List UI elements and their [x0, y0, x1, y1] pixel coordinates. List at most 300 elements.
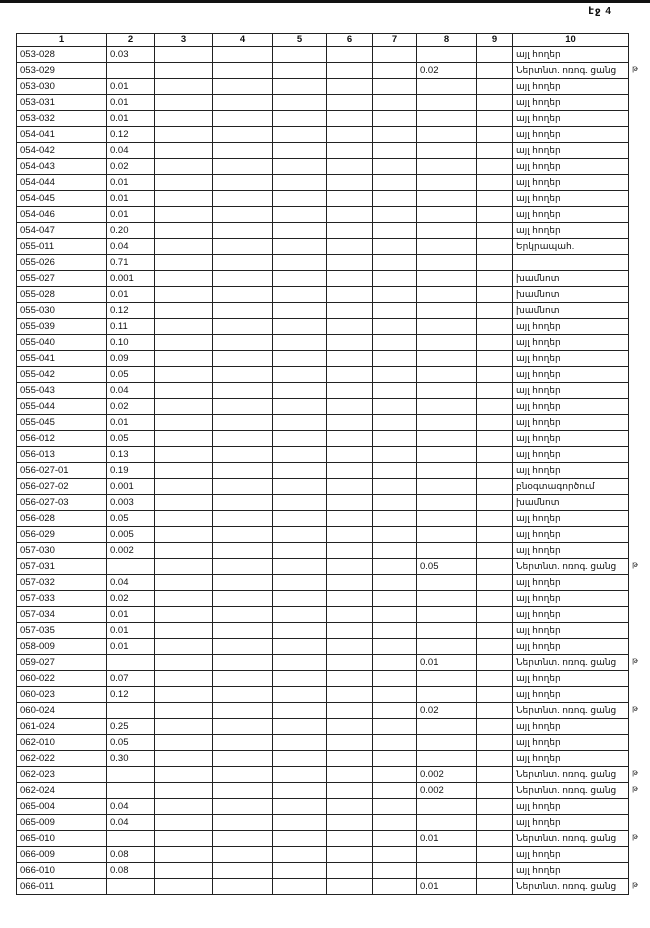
empty-cell — [327, 255, 373, 271]
table-row — [17, 335, 629, 351]
table-row — [17, 687, 629, 703]
empty-cell — [373, 639, 417, 655]
table-row — [17, 879, 629, 895]
empty-cell — [327, 751, 373, 767]
empty-cell — [477, 47, 513, 63]
table-row — [17, 639, 629, 655]
empty-cell — [213, 431, 273, 447]
empty-cell — [373, 447, 417, 463]
irrigation-area-value — [417, 335, 477, 351]
irrigation-area-value — [417, 383, 477, 399]
cadastral-code: 054-042 — [17, 143, 107, 159]
empty-cell — [155, 159, 213, 175]
irrigation-area-value — [417, 639, 477, 655]
cadastral-code: 055-027 — [17, 271, 107, 287]
empty-cell — [155, 671, 213, 687]
table-row — [17, 799, 629, 815]
cadastral-code: 055-030 — [17, 303, 107, 319]
empty-cell — [477, 767, 513, 783]
empty-cell — [155, 511, 213, 527]
empty-cell — [213, 815, 273, 831]
area-value: 0.12 — [107, 127, 155, 143]
empty-cell — [273, 831, 327, 847]
table-row — [17, 143, 629, 159]
header-row — [17, 34, 629, 47]
cadastral-code: 055-045 — [17, 415, 107, 431]
empty-cell — [213, 623, 273, 639]
empty-cell — [213, 447, 273, 463]
empty-cell — [373, 767, 417, 783]
empty-cell — [327, 575, 373, 591]
irrigation-area-value — [417, 591, 477, 607]
empty-cell — [213, 287, 273, 303]
empty-cell — [477, 191, 513, 207]
empty-cell — [477, 719, 513, 735]
irrigation-area-value — [417, 815, 477, 831]
empty-cell — [213, 271, 273, 287]
empty-cell — [327, 159, 373, 175]
empty-cell — [477, 159, 513, 175]
area-value: 0.001 — [107, 479, 155, 495]
empty-cell — [273, 431, 327, 447]
empty-cell — [477, 223, 513, 239]
empty-cell — [373, 271, 417, 287]
empty-cell — [327, 783, 373, 799]
irrigation-area-value — [417, 287, 477, 303]
empty-cell — [373, 191, 417, 207]
empty-cell — [155, 559, 213, 575]
empty-cell — [477, 127, 513, 143]
land-use-type: այլ հողեր — [513, 751, 629, 767]
area-value: 0.25 — [107, 719, 155, 735]
empty-cell — [327, 799, 373, 815]
empty-cell — [155, 383, 213, 399]
empty-cell — [213, 735, 273, 751]
empty-cell — [273, 559, 327, 575]
margin-note: թ — [632, 656, 638, 665]
cadastral-code: 058-009 — [17, 639, 107, 655]
cadastral-code: 055-026 — [17, 255, 107, 271]
empty-cell — [213, 463, 273, 479]
area-value: 0.04 — [107, 143, 155, 159]
irrigation-area-value — [417, 447, 477, 463]
table-row — [17, 95, 629, 111]
empty-cell — [213, 719, 273, 735]
empty-cell — [327, 287, 373, 303]
top-border-line — [0, 0, 650, 3]
table-row — [17, 527, 629, 543]
empty-cell — [373, 351, 417, 367]
empty-cell — [213, 415, 273, 431]
land-use-type: այլ հողեր — [513, 335, 629, 351]
empty-cell — [155, 255, 213, 271]
empty-cell — [373, 287, 417, 303]
table-row — [17, 543, 629, 559]
empty-cell — [155, 463, 213, 479]
area-value: 0.04 — [107, 383, 155, 399]
cadastral-code: 056-029 — [17, 527, 107, 543]
empty-cell — [373, 671, 417, 687]
empty-cell — [155, 63, 213, 79]
empty-cell — [327, 623, 373, 639]
irrigation-area-value: 0.002 — [417, 783, 477, 799]
cadastral-code: 054-047 — [17, 223, 107, 239]
empty-cell — [155, 207, 213, 223]
empty-cell — [327, 79, 373, 95]
cadastral-code: 061-024 — [17, 719, 107, 735]
table-row — [17, 623, 629, 639]
empty-cell — [213, 863, 273, 879]
cadastral-code: 056-012 — [17, 431, 107, 447]
empty-cell — [373, 303, 417, 319]
empty-cell — [477, 335, 513, 351]
cadastral-code: 054-046 — [17, 207, 107, 223]
cadastral-code: 057-034 — [17, 607, 107, 623]
land-use-type: այլ հողեր — [513, 735, 629, 751]
empty-cell — [327, 863, 373, 879]
empty-cell — [477, 655, 513, 671]
cadastral-code: 053-028 — [17, 47, 107, 63]
empty-cell — [327, 303, 373, 319]
area-value: 0.05 — [107, 511, 155, 527]
empty-cell — [213, 159, 273, 175]
area-value — [107, 831, 155, 847]
irrigation-area-value — [417, 863, 477, 879]
empty-cell — [155, 639, 213, 655]
column-header: 1 — [17, 34, 107, 47]
empty-cell — [373, 703, 417, 719]
area-value — [107, 63, 155, 79]
empty-cell — [373, 799, 417, 815]
empty-cell — [155, 863, 213, 879]
table-row — [17, 159, 629, 175]
empty-cell — [373, 591, 417, 607]
table-row — [17, 735, 629, 751]
irrigation-area-value — [417, 719, 477, 735]
empty-cell — [327, 495, 373, 511]
table-row — [17, 575, 629, 591]
area-value: 0.08 — [107, 863, 155, 879]
land-use-type: այլ հողեր — [513, 191, 629, 207]
irrigation-area-value — [417, 207, 477, 223]
empty-cell — [373, 783, 417, 799]
irrigation-area-value — [417, 367, 477, 383]
land-use-type: Ներտնտ. ոռոգ. ցանց — [513, 655, 629, 671]
empty-cell — [373, 95, 417, 111]
empty-cell — [213, 831, 273, 847]
empty-cell — [213, 47, 273, 63]
empty-cell — [213, 639, 273, 655]
table-row — [17, 831, 629, 847]
empty-cell — [273, 655, 327, 671]
irrigation-area-value — [417, 47, 477, 63]
empty-cell — [373, 367, 417, 383]
irrigation-area-value — [417, 127, 477, 143]
land-use-type: այլ հողեր — [513, 815, 629, 831]
empty-cell — [373, 335, 417, 351]
empty-cell — [213, 399, 273, 415]
empty-cell — [327, 367, 373, 383]
table-row — [17, 383, 629, 399]
cadastral-code: 056-027-02 — [17, 479, 107, 495]
empty-cell — [155, 719, 213, 735]
land-use-type: խամնոտ — [513, 303, 629, 319]
empty-cell — [477, 239, 513, 255]
empty-cell — [273, 607, 327, 623]
column-header: 8 — [417, 34, 477, 47]
land-use-type — [513, 255, 629, 271]
empty-cell — [327, 655, 373, 671]
empty-cell — [373, 687, 417, 703]
empty-cell — [373, 159, 417, 175]
empty-cell — [477, 63, 513, 79]
empty-cell — [155, 527, 213, 543]
empty-cell — [213, 303, 273, 319]
table-row — [17, 431, 629, 447]
empty-cell — [477, 671, 513, 687]
cadastral-code: 055-044 — [17, 399, 107, 415]
empty-cell — [273, 495, 327, 511]
cadastral-code: 055-042 — [17, 367, 107, 383]
table-row — [17, 671, 629, 687]
empty-cell — [273, 191, 327, 207]
empty-cell — [477, 175, 513, 191]
empty-cell — [155, 143, 213, 159]
area-value — [107, 879, 155, 895]
empty-cell — [273, 639, 327, 655]
empty-cell — [213, 383, 273, 399]
empty-cell — [327, 207, 373, 223]
empty-cell — [327, 143, 373, 159]
cadastral-code: 056-013 — [17, 447, 107, 463]
empty-cell — [477, 303, 513, 319]
table-row — [17, 319, 629, 335]
empty-cell — [327, 687, 373, 703]
land-use-type: այլ հողեր — [513, 863, 629, 879]
empty-cell — [273, 63, 327, 79]
area-value: 0.08 — [107, 847, 155, 863]
empty-cell — [327, 559, 373, 575]
empty-cell — [155, 831, 213, 847]
land-use-type: խամնոտ — [513, 495, 629, 511]
table-row — [17, 559, 629, 575]
cadastral-code: 066-009 — [17, 847, 107, 863]
empty-cell — [273, 511, 327, 527]
empty-cell — [213, 175, 273, 191]
empty-cell — [213, 335, 273, 351]
empty-cell — [327, 399, 373, 415]
area-value: 0.19 — [107, 463, 155, 479]
irrigation-area-value — [417, 463, 477, 479]
empty-cell — [155, 591, 213, 607]
empty-cell — [373, 863, 417, 879]
land-use-type: խամնոտ — [513, 271, 629, 287]
empty-cell — [327, 735, 373, 751]
empty-cell — [477, 799, 513, 815]
land-use-type: այլ հողեր — [513, 511, 629, 527]
empty-cell — [477, 847, 513, 863]
empty-cell — [477, 111, 513, 127]
cadastral-code: 065-009 — [17, 815, 107, 831]
margin-note: թ — [632, 832, 638, 841]
area-value: 0.02 — [107, 591, 155, 607]
land-use-type: այլ հողեր — [513, 143, 629, 159]
cadastral-code: 057-032 — [17, 575, 107, 591]
column-header: 3 — [155, 34, 213, 47]
empty-cell — [477, 607, 513, 623]
cadastral-code: 054-043 — [17, 159, 107, 175]
empty-cell — [273, 47, 327, 63]
empty-cell — [477, 431, 513, 447]
land-use-type: այլ հողեր — [513, 719, 629, 735]
empty-cell — [373, 399, 417, 415]
empty-cell — [327, 511, 373, 527]
cadastral-code: 056-027-03 — [17, 495, 107, 511]
empty-cell — [373, 495, 417, 511]
cadastral-code: 066-011 — [17, 879, 107, 895]
table-row — [17, 463, 629, 479]
empty-cell — [327, 719, 373, 735]
empty-cell — [477, 463, 513, 479]
empty-cell — [155, 127, 213, 143]
land-use-type: այլ հողեր — [513, 415, 629, 431]
irrigation-area-value — [417, 607, 477, 623]
empty-cell — [273, 847, 327, 863]
empty-cell — [477, 703, 513, 719]
irrigation-area-value — [417, 303, 477, 319]
empty-cell — [155, 47, 213, 63]
column-header: 4 — [213, 34, 273, 47]
margin-note: թ — [632, 704, 638, 713]
empty-cell — [273, 623, 327, 639]
irrigation-area-value — [417, 223, 477, 239]
irrigation-area-value — [417, 271, 477, 287]
empty-cell — [273, 767, 327, 783]
area-value: 0.04 — [107, 815, 155, 831]
empty-cell — [477, 831, 513, 847]
empty-cell — [155, 335, 213, 351]
empty-cell — [477, 751, 513, 767]
empty-cell — [273, 143, 327, 159]
area-value: 0.13 — [107, 447, 155, 463]
empty-cell — [273, 239, 327, 255]
empty-cell — [213, 879, 273, 895]
land-use-type: Ներտնտ. ոռոգ. ցանց — [513, 703, 629, 719]
empty-cell — [273, 671, 327, 687]
empty-cell — [273, 255, 327, 271]
irrigation-area-value — [417, 319, 477, 335]
empty-cell — [477, 143, 513, 159]
table-row — [17, 47, 629, 63]
empty-cell — [273, 335, 327, 351]
area-value: 0.01 — [107, 415, 155, 431]
empty-cell — [477, 79, 513, 95]
land-use-type: այլ հողեր — [513, 623, 629, 639]
table-row — [17, 863, 629, 879]
empty-cell — [477, 271, 513, 287]
area-value: 0.03 — [107, 47, 155, 63]
land-use-type: այլ հողեր — [513, 47, 629, 63]
empty-cell — [327, 671, 373, 687]
table-row — [17, 447, 629, 463]
cadastral-code: 066-010 — [17, 863, 107, 879]
empty-cell — [327, 447, 373, 463]
empty-cell — [213, 63, 273, 79]
area-value — [107, 703, 155, 719]
empty-cell — [327, 591, 373, 607]
land-use-type: այլ հողեր — [513, 351, 629, 367]
irrigation-area-value: 0.02 — [417, 63, 477, 79]
empty-cell — [477, 495, 513, 511]
table-row — [17, 207, 629, 223]
land-use-type: այլ հողեր — [513, 687, 629, 703]
land-use-type: Ներտնտ. ոռոգ. ցանց — [513, 63, 629, 79]
empty-cell — [273, 879, 327, 895]
cadastral-code: 060-024 — [17, 703, 107, 719]
cadastral-code: 055-043 — [17, 383, 107, 399]
land-use-type: այլ հողեր — [513, 175, 629, 191]
empty-cell — [373, 207, 417, 223]
empty-cell — [213, 543, 273, 559]
empty-cell — [213, 607, 273, 623]
area-value: 0.04 — [107, 799, 155, 815]
empty-cell — [155, 111, 213, 127]
empty-cell — [477, 863, 513, 879]
empty-cell — [373, 847, 417, 863]
land-use-type: այլ հողեր — [513, 399, 629, 415]
empty-cell — [327, 879, 373, 895]
empty-cell — [373, 463, 417, 479]
empty-cell — [155, 543, 213, 559]
land-use-type: այլ հողեր — [513, 319, 629, 335]
area-value: 0.01 — [107, 175, 155, 191]
column-header: 10 — [513, 34, 629, 47]
empty-cell — [213, 239, 273, 255]
empty-cell — [273, 591, 327, 607]
empty-cell — [327, 639, 373, 655]
empty-cell — [477, 735, 513, 751]
empty-cell — [155, 303, 213, 319]
land-use-type: այլ հողեր — [513, 591, 629, 607]
cadastral-code: 056-027-01 — [17, 463, 107, 479]
land-use-type: Ներտնտ. ոռոգ. ցանց — [513, 783, 629, 799]
empty-cell — [373, 543, 417, 559]
cadastral-code: 055-040 — [17, 335, 107, 351]
empty-cell — [155, 767, 213, 783]
cadastral-code: 062-010 — [17, 735, 107, 751]
cadastral-code: 053-029 — [17, 63, 107, 79]
area-value: 0.001 — [107, 271, 155, 287]
table-body — [17, 47, 629, 895]
empty-cell — [155, 415, 213, 431]
empty-cell — [327, 335, 373, 351]
land-use-type: այլ հողեր — [513, 671, 629, 687]
table-row — [17, 127, 629, 143]
land-use-type: այլ հողեր — [513, 847, 629, 863]
table-row — [17, 511, 629, 527]
empty-cell — [373, 79, 417, 95]
area-value: 0.20 — [107, 223, 155, 239]
empty-cell — [155, 687, 213, 703]
empty-cell — [327, 63, 373, 79]
area-value: 0.05 — [107, 431, 155, 447]
margin-note: թ — [632, 64, 638, 73]
irrigation-area-value — [417, 511, 477, 527]
land-use-type: այլ հողեր — [513, 383, 629, 399]
empty-cell — [327, 831, 373, 847]
empty-cell — [373, 383, 417, 399]
cadastral-code: 055-041 — [17, 351, 107, 367]
